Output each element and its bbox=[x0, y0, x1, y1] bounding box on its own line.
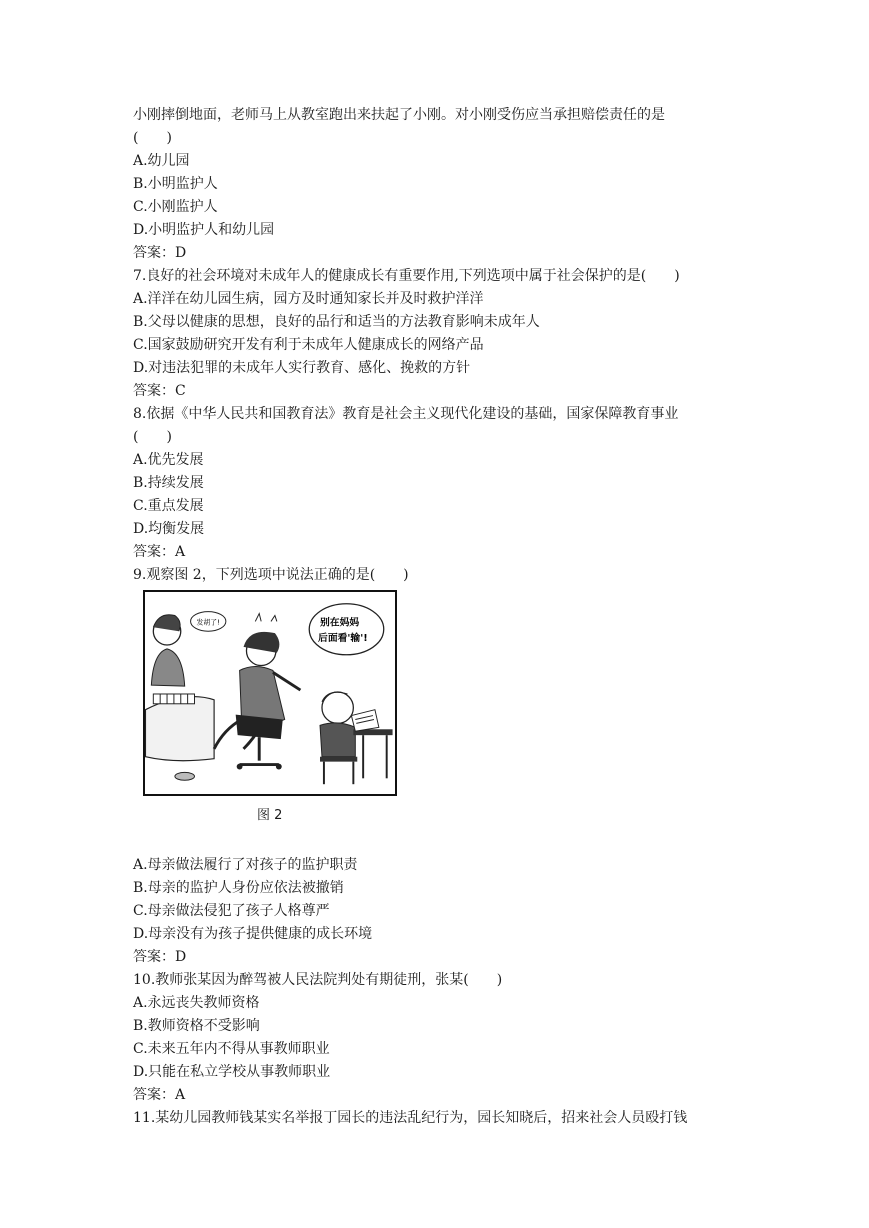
q8-option-b: B.持续发展 bbox=[133, 475, 204, 491]
q7-stem: 7.良好的社会环境对未成年人的健康成长有重要作用,下列选项中属于社会保护的是( ) bbox=[133, 268, 680, 284]
q10-option-b: B.教师资格不受影响 bbox=[133, 1018, 260, 1034]
q8-option-c: C.重点发展 bbox=[133, 498, 204, 514]
q10-stem: 10.教师张某因为醉驾被人民法院判处有期徒刑，张某( ) bbox=[133, 972, 503, 988]
bubble-left-text: 发胡了! bbox=[196, 618, 220, 627]
figure-2 bbox=[133, 590, 743, 850]
q11-stem: 11.某幼儿园教师钱某实名举报丁园长的违法乱纪行为，园长知晓后，招来社会人员殴打钱 bbox=[133, 1110, 688, 1126]
q10-option-d: D.只能在私立学校从事教师职业 bbox=[133, 1064, 331, 1080]
q10-option-c: C.未来五年内不得从事教师职业 bbox=[133, 1041, 330, 1057]
q8-answer: 答案：A bbox=[133, 544, 186, 560]
q6-answer: 答案：D bbox=[133, 245, 187, 261]
q9-option-d: D.母亲没有为孩子提供健康的成长环境 bbox=[133, 926, 373, 942]
q7-option-a: A.洋洋在幼儿园生病，园方及时通知家长并及时救护洋洋 bbox=[133, 291, 484, 307]
q7-answer: 答案：C bbox=[133, 383, 186, 399]
q9-option-a: A.母亲做法履行了对孩子的监护职责 bbox=[133, 857, 358, 873]
q6-option-a: A.幼儿园 bbox=[133, 153, 190, 169]
q6-option-d: D.小明监护人和幼儿园 bbox=[133, 222, 275, 238]
q8-paren: ( ) bbox=[133, 429, 172, 445]
q10-option-a: A.永远丧失教师资格 bbox=[133, 995, 260, 1011]
q7-option-c: C.国家鼓励研究开发有利于未成年人健康成长的网络产品 bbox=[133, 337, 484, 353]
q6-option-b: B.小明监护人 bbox=[133, 176, 218, 192]
bubble-right-line2: 后面看'输'! bbox=[318, 633, 368, 645]
q7-option-b: B.父母以健康的思想，良好的品行和适当的方法教育影响未成年人 bbox=[133, 314, 540, 330]
q6-option-c: C.小刚监护人 bbox=[133, 199, 218, 215]
figure-caption: 图 2 bbox=[257, 808, 283, 823]
q9-answer: 答案：D bbox=[133, 949, 187, 965]
q8-option-d: D.均衡发展 bbox=[133, 521, 205, 537]
cartoon-illustration bbox=[143, 590, 397, 796]
bubble-right-line1: 别在妈妈 bbox=[320, 617, 360, 629]
q9-stem: 9.观察图 2，下列选项中说法正确的是( ) bbox=[133, 567, 409, 583]
q8-option-a: A.优先发展 bbox=[133, 452, 204, 468]
q8-stem: 8.依据《中华人民共和国教育法》教育是社会主义现代化建设的基础，国家保障教育事业 bbox=[133, 406, 679, 422]
q6-stem: 小刚摔倒地面，老师马上从教室跑出来扶起了小刚。对小刚受伤应当承担赔偿责任的是 bbox=[133, 107, 665, 123]
question-list bbox=[133, 104, 743, 1130]
q6-paren: ( ) bbox=[133, 130, 172, 146]
q9-option-b: B.母亲的监护人身份应依法被撤销 bbox=[133, 880, 344, 896]
q7-option-d: D.对违法犯罪的未成年人实行教育、感化、挽救的方针 bbox=[133, 360, 471, 376]
q9-option-c: C.母亲做法侵犯了孩子人格尊严 bbox=[133, 903, 330, 919]
q10-answer: 答案：A bbox=[133, 1087, 186, 1103]
